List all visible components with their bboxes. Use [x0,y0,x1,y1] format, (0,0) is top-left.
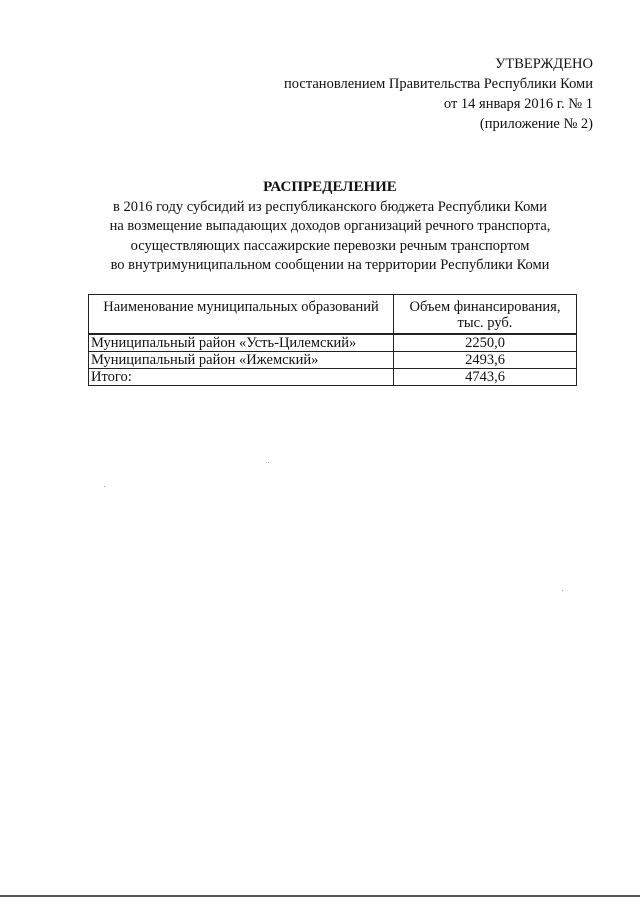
document-heading [60,178,600,276]
heading-line: в 2016 году субсидий из республиканского бюджета Республики Коми [113,198,547,215]
heading-line: на возмещение выпадающих доходов организаций речного транспорта, [109,218,551,234]
table-body [89,334,577,386]
row-amount: 2493,6 [394,352,577,369]
table-row [89,334,577,352]
table-header-row [89,295,577,335]
header-funding [394,295,577,335]
scan-speck [562,590,563,591]
heading-line: осуществляющих пассажирские перевозки речным транспортом [130,237,530,254]
header-funding-line: Объем финансирования, [409,299,561,315]
distribution-table [88,294,577,386]
approval-stamp: УТВЕРЖДЕНО [495,56,593,72]
table-row-total [89,369,577,386]
approval-date: от 14 января 2016 г. № 1 [443,96,593,112]
total-label: Итого: [89,369,394,386]
document-title: РАСПРЕДЕЛЕНИЕ [263,179,397,195]
scan-bottom-edge [0,895,640,897]
row-municipality: Муниципальный район «Усть-Цилемский» [89,334,394,352]
header-municipality: Наименование муниципальных образований [89,295,394,335]
header-funding-unit: тыс. руб. [457,315,513,331]
scan-speck [104,486,105,487]
row-amount: 2250,0 [394,334,577,352]
heading-line: во внутримуниципальном сообщении на территории Республики Коми [110,257,550,273]
table-row [89,352,577,369]
row-municipality: Муниципальный район «Ижемский» [89,352,394,369]
total-amount: 4743,6 [394,369,577,386]
approval-decree: постановлением Правительства Республики Коми [284,76,593,92]
approval-appendix: (приложение № 2) [479,116,593,132]
scan-speck [268,462,269,463]
table-header [89,295,577,335]
approval-block [284,54,593,134]
